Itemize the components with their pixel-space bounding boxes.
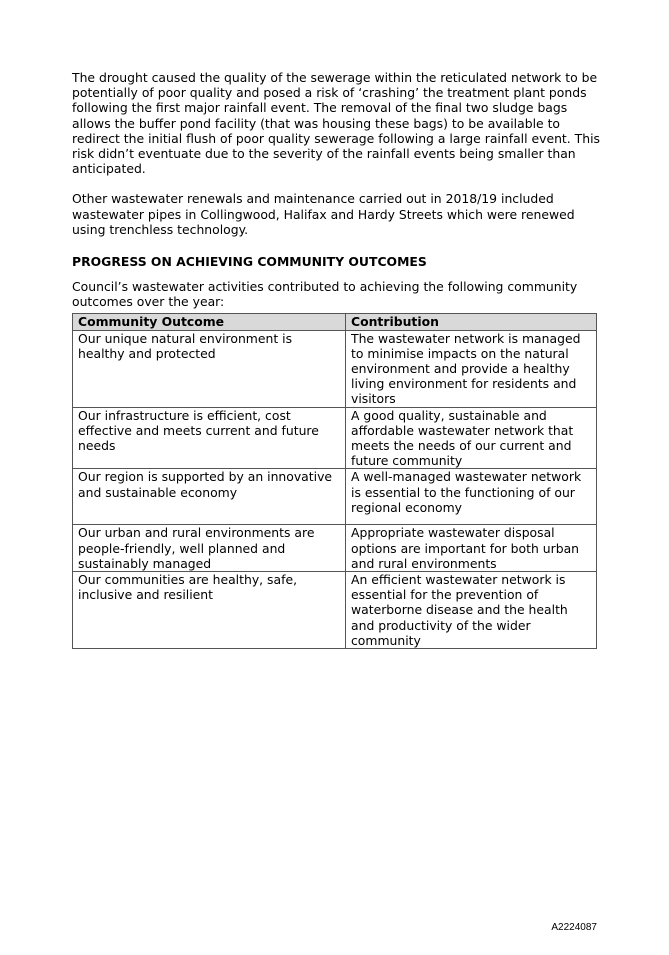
table-row <box>73 572 597 649</box>
section-heading: PROGRESS ON ACHIEVING COMMUNITY OUTCOMES <box>72 254 427 270</box>
contribution-cell: An efficient wastewater network is essential for the prevention of waterborne disease and the health and productivity of the wider community <box>346 572 597 649</box>
contribution-cell: Appropriate wastewater disposal options are important for both urban and rural environments <box>346 525 597 572</box>
outcome-cell: Our region is supported by an innovative and sustainable economy <box>73 469 346 525</box>
community-outcomes-table <box>72 313 597 649</box>
section-intro: Council’s wastewater activities contributed to achieving the following community outcomes over the year: <box>72 279 578 310</box>
outcome-cell: Our unique natural environment is healthy and protected <box>73 330 346 407</box>
table-row <box>73 330 597 407</box>
header-contribution: Contribution <box>346 314 597 330</box>
outcome-cell: Our infrastructure is efficient, cost effective and meets current and future needs <box>73 407 346 469</box>
contribution-cell: The wastewater network is managed to minimise impacts on the natural environment and provide a healthy living environment for residents and visitors <box>346 330 597 407</box>
document-reference: A2224087 <box>551 922 597 933</box>
table-row <box>73 469 597 525</box>
outcome-cell: Our urban and rural environments are people-friendly, well planned and sustainably managed <box>73 525 346 572</box>
paragraph-renewals: Other wastewater renewals and maintenance carried out in 2018/19 included wastewater pipes in Collingwood, Halifax and Hardy Streets which were renewed using trenchless technology. <box>72 191 575 237</box>
paragraph-drought: The drought caused the quality of the sewerage within the reticulated network to be potentially of poor quality and posed a risk of ‘crashing’ the treatment plant ponds following the first major rainfall event. The removal of the final two sludge bags allows the buffer pond facility (that was housing these bags) to be available to redirect the initial flush of poor quality sewerage following a large rainfall event. This risk didn’t eventuate due to the severity of the rainfall events being smaller than anticipated. <box>72 70 600 177</box>
document-page <box>72 70 600 649</box>
table-header-row <box>73 314 597 330</box>
contribution-cell: A good quality, sustainable and affordable wastewater network that meets the needs of our current and future community <box>346 407 597 469</box>
outcome-cell: Our communities are healthy, safe, inclusive and resilient <box>73 572 346 649</box>
table-row <box>73 407 597 469</box>
header-community-outcome: Community Outcome <box>73 314 346 330</box>
contribution-cell: A well-managed wastewater network is essential to the functioning of our regional economy <box>346 469 597 525</box>
table-row <box>73 525 597 572</box>
